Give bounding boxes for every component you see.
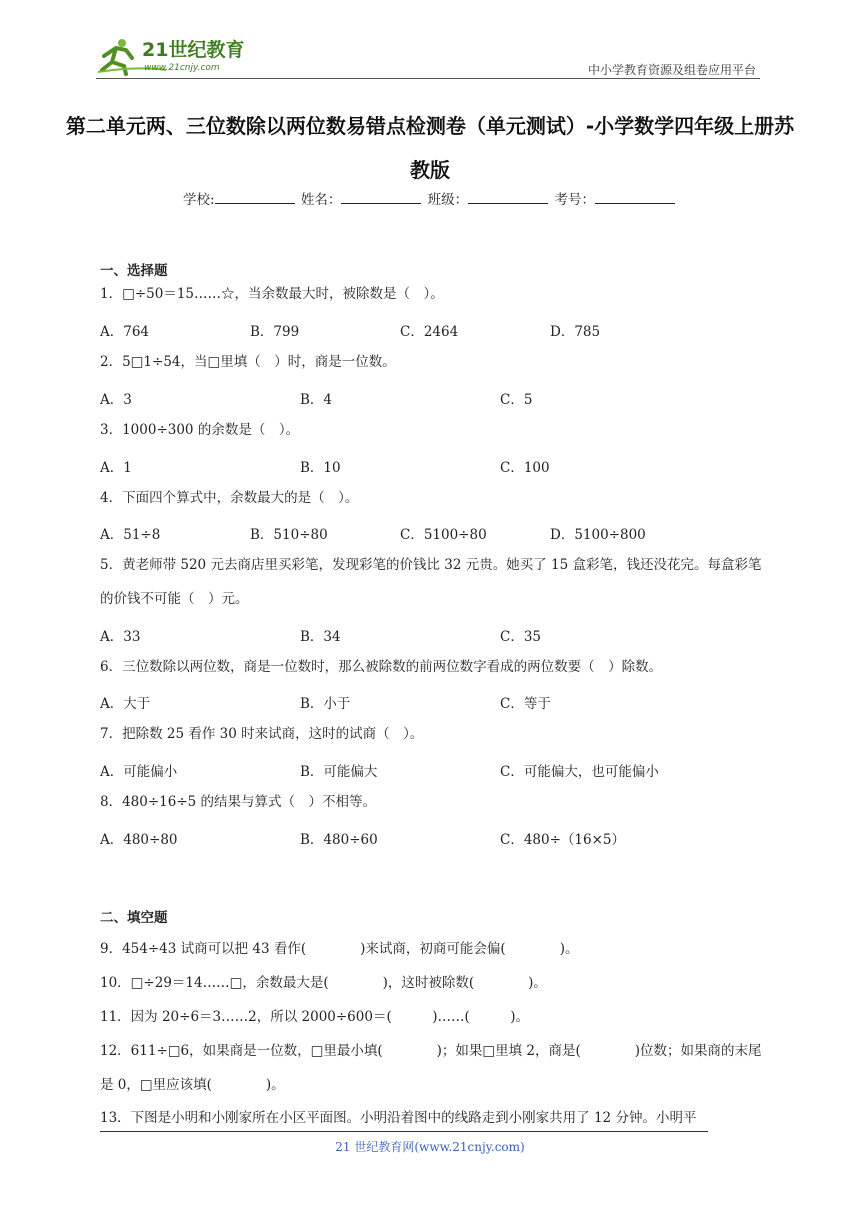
option-b[interactable]: B．可能偏大 [300, 764, 378, 780]
school-field[interactable] [215, 190, 295, 204]
logo-text: 21世纪教育 [142, 39, 245, 61]
class-field[interactable] [468, 190, 548, 204]
option-c[interactable]: C．35 [500, 629, 542, 645]
question-1: 1．□÷50＝15……☆，当余数最大时，被除数是（ ）。 [100, 286, 444, 302]
option-c[interactable]: C．5100÷80 [400, 527, 487, 543]
option-a[interactable]: A．480÷80 [100, 832, 178, 848]
question-12: 12．611÷□6，如果商是一位数，□里最小填( )；如果□里填 2，商是( )位数；如果商的末尾是 0，□里应该填( )。 [100, 1043, 762, 1093]
header-divider [96, 78, 760, 79]
option-c[interactable]: C．480÷（16×5） [500, 832, 625, 848]
question-8: 8．480÷16÷5 的结果与算式（ ）不相等。 [100, 794, 377, 810]
option-b[interactable]: B．小于 [300, 696, 351, 712]
site-logo[interactable] [96, 34, 266, 78]
question-7: 7．把除数 25 看作 30 时来试商，这时的试商（ ）。 [100, 726, 424, 742]
school-label: 学校: [183, 192, 215, 208]
option-c[interactable]: C．2464 [400, 324, 459, 340]
option-a[interactable]: A．3 [100, 392, 132, 408]
option-b[interactable]: B．10 [300, 460, 341, 476]
option-b[interactable]: B．510÷80 [250, 527, 328, 543]
runner-logo-icon [96, 34, 266, 78]
question-2: 2．5□1÷54，当□里填（ ）时，商是一位数。 [100, 354, 396, 370]
option-a[interactable]: A．1 [100, 460, 132, 476]
option-a[interactable]: A．33 [100, 629, 141, 645]
option-c[interactable]: C．100 [500, 460, 550, 476]
section-title-fill: 二、填空题 [100, 910, 168, 926]
option-a[interactable]: A．764 [100, 324, 150, 340]
question-5: 5．黄老师带 520 元去商店里买彩笔，发现彩笔的价钱比 32 元贵。她买了 15 盒彩笔，钱还没花完。每盒彩笔的价钱不可能（ ）元。 [100, 557, 762, 607]
option-b[interactable]: B．480÷60 [300, 832, 378, 848]
option-b[interactable]: B．799 [250, 324, 300, 340]
student-info-row [0, 188, 860, 208]
option-c[interactable]: C．等于 [500, 696, 551, 712]
name-label: 姓名： [300, 192, 342, 208]
option-d[interactable]: D．785 [550, 324, 601, 340]
class-label: 班级： [427, 192, 469, 208]
question-3: 3．1000÷300 的余数是（ ）。 [100, 422, 300, 438]
question-13: 13．下图是小明和小刚家所在小区平面图。小明沿着图中的线路走到小刚家共用了 12 分钟。小明平 [100, 1110, 697, 1126]
question-11: 11．因为 20÷6＝3……2，所以 2000÷600＝( )……( )。 [100, 1009, 530, 1025]
question-6: 6．三位数除以两位数，商是一位数时，那么被除数的前两位数字看成的两位数要（ ）除数。 [100, 659, 663, 675]
section-title-choice: 一、选择题 [100, 263, 168, 279]
option-c[interactable]: C．可能偏大，也可能偏小 [500, 764, 659, 780]
option-d[interactable]: D．5100÷800 [550, 527, 646, 543]
option-a[interactable]: A．可能偏小 [100, 764, 178, 780]
name-field[interactable] [341, 190, 421, 204]
logo-url: www.21cnjy.com [144, 63, 220, 73]
exam-title: 第二单元两、三位数除以两位数易错点检测卷（单元测试）-小学数学四年级上册苏教版 [65, 114, 795, 182]
option-c[interactable]: C．5 [500, 392, 533, 408]
option-a[interactable]: A．51÷8 [100, 527, 161, 543]
option-b[interactable]: B．34 [300, 629, 341, 645]
footer-divider [100, 1131, 708, 1132]
exam-number-label: 考号： [554, 192, 595, 208]
question-9: 9．454÷43 试商可以把 43 看作( )来试商，初商可能会偏( )。 [100, 941, 579, 957]
question-4: 4．下面四个算式中，余数最大的是（ ）。 [100, 490, 359, 506]
footer-text[interactable]: 21 世纪教育网(www.21cnjy.com) [335, 1140, 525, 1154]
platform-name: 中小学教育资源及组卷应用平台 [587, 63, 756, 77]
option-a[interactable]: A．大于 [100, 696, 151, 712]
exam-number-field[interactable] [595, 190, 675, 204]
option-b[interactable]: B．4 [300, 392, 333, 408]
question-10: 10．□÷29＝14……□，余数最大是( )，这时被除数( )。 [100, 975, 547, 991]
